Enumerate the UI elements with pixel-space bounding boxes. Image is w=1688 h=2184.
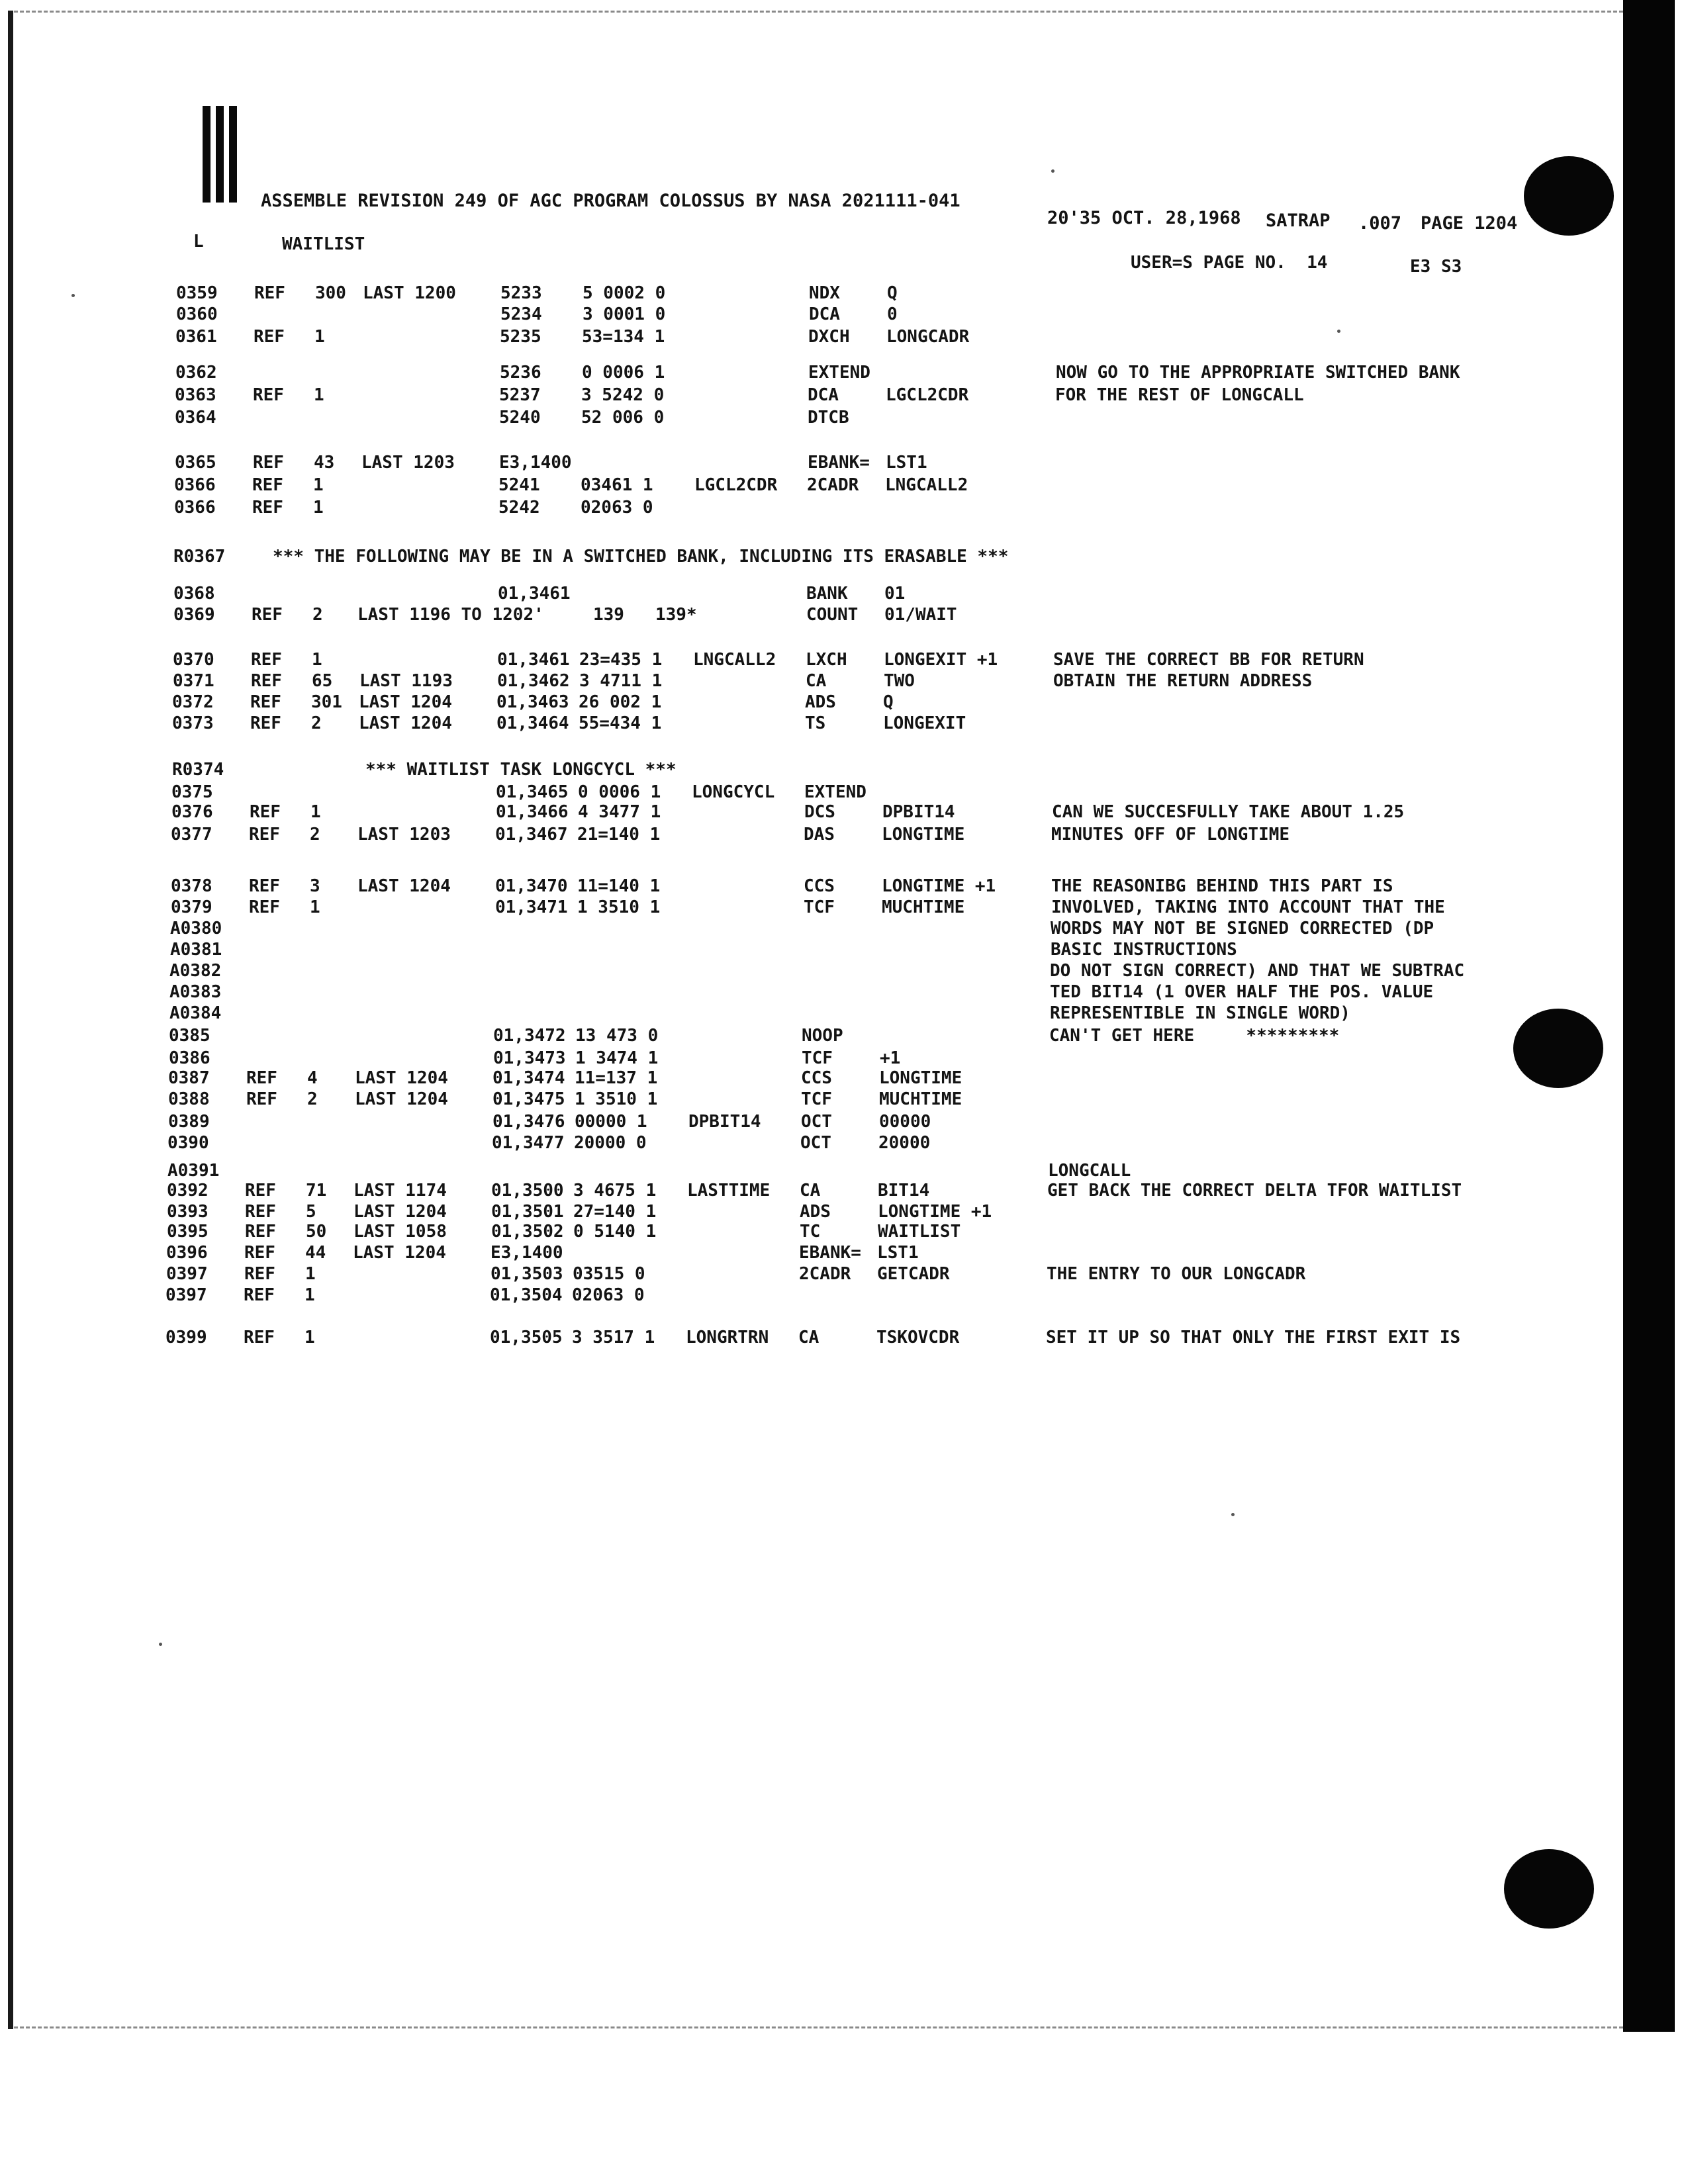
listing-comment: CAN'T GET HERE ********* — [1049, 1026, 1340, 1046]
listing-line: 0379 — [171, 897, 212, 917]
listing-code: 00000 1 — [575, 1112, 647, 1132]
listing-operand: LNGCALL2 — [885, 475, 968, 495]
listing-comment: FOR THE REST OF LONGCALL — [1055, 385, 1304, 405]
listing-code: 3 3517 1 — [572, 1328, 655, 1347]
listing-line: 0368 — [173, 584, 215, 604]
listing-line: 0375 — [171, 782, 213, 802]
page-marker-bars — [203, 106, 238, 203]
listing-addr: 5233 — [500, 283, 542, 303]
listing-refcount: 1 — [305, 1264, 316, 1284]
listing-operand: 20000 — [878, 1133, 931, 1153]
scan-speck — [159, 1643, 162, 1646]
section-title: WAITLIST — [282, 234, 365, 254]
header-program: SATRAP — [1266, 210, 1331, 231]
listing-line: 0366 — [174, 498, 216, 518]
listing-line: A0380 — [170, 919, 222, 938]
listing-line: 0376 — [171, 802, 213, 822]
listing-refcount: 1 — [305, 1285, 315, 1305]
listing-operand: 01 — [884, 584, 906, 604]
listing-op: TS — [805, 713, 826, 733]
listing-op: BANK — [806, 584, 848, 604]
listing-addr: 139 — [593, 605, 624, 625]
listing-op: OCT — [801, 1112, 832, 1132]
listing-last: LAST 1204 — [355, 1068, 448, 1088]
listing-line: A0382 — [169, 961, 222, 981]
listing-refcount: 2 — [310, 825, 320, 844]
listing-operand: +1 — [880, 1048, 901, 1068]
listing-line: 0365 — [175, 453, 216, 473]
listing-operand: Q — [883, 692, 894, 712]
listing-operand: TSKOVCDR — [876, 1328, 960, 1347]
listing-operand: DPBIT14 — [882, 802, 955, 822]
listing-code: 27=140 1 — [573, 1202, 657, 1222]
listing-addr: 01,3505 — [490, 1328, 563, 1347]
listing-comment: SET IT UP SO THAT ONLY THE FIRST EXIT IS — [1046, 1328, 1461, 1347]
listing-addr: 01,3467 — [495, 825, 568, 844]
listing-op: DTCB — [808, 408, 849, 428]
bank-tag: E3 S3 — [1410, 257, 1462, 277]
listing-ref: REF — [249, 825, 280, 844]
listing-line: 0372 — [172, 692, 214, 712]
listing-comment: NOW GO TO THE APPROPRIATE SWITCHED BANK — [1056, 363, 1460, 383]
listing-op: TCF — [804, 897, 835, 917]
listing-operand: LONGTIME — [882, 825, 965, 844]
listing-code: 26 002 1 — [579, 692, 662, 712]
listing-line: R0367 — [173, 547, 226, 567]
listing-line: 0399 — [165, 1328, 207, 1347]
listing-last: LAST 1174 — [353, 1181, 447, 1201]
listing-operand: 01/WAIT — [884, 605, 957, 625]
listing-code: 3 4711 1 — [579, 671, 663, 691]
header-timestamp: 20'35 OCT. 28,1968 — [1047, 208, 1241, 228]
listing-op: NDX — [809, 283, 840, 303]
listing-line: A0391 — [167, 1161, 220, 1181]
listing-code: 3 0001 0 — [583, 304, 666, 324]
listing-code: 1 3474 1 — [575, 1048, 659, 1068]
listing-op: 2CADR — [807, 475, 859, 495]
listing-refcount: 2 — [311, 713, 322, 733]
listing-comment: *** WAITLIST TASK LONGCYCL *** — [365, 760, 677, 780]
punch-hole-top — [1524, 156, 1614, 236]
listing-comment: OBTAIN THE RETURN ADDRESS — [1053, 671, 1313, 691]
listing-operand: 0 — [887, 304, 898, 324]
listing-code: 3 5242 0 — [581, 385, 665, 405]
listing-code: 11=137 1 — [575, 1068, 658, 1088]
listing-code: 55=434 1 — [579, 713, 662, 733]
listing-last: LAST 1203 — [357, 825, 451, 844]
listing-comment: TED BIT14 (1 OVER HALF THE POS. VALUE — [1050, 982, 1434, 1002]
listing-addr: 5236 — [500, 363, 541, 383]
listing-op: TCF — [801, 1089, 832, 1109]
scan-speck — [1051, 169, 1055, 173]
listing-code: 21=140 1 — [577, 825, 661, 844]
listing-addr: 01,3461 — [497, 650, 570, 670]
listing-comment: THE REASONIBG BEHIND THIS PART IS — [1051, 876, 1393, 896]
listing-last: LAST 1193 — [359, 671, 453, 691]
listing-code: 0 0006 1 — [578, 782, 661, 802]
listing-ref: REF — [244, 1328, 275, 1347]
listing-op: EXTEND — [808, 363, 870, 383]
listing-line: 0370 — [173, 650, 214, 670]
listing-op: COUNT — [806, 605, 859, 625]
listing-line: A0383 — [169, 982, 222, 1002]
listing-refcount: 43 — [314, 453, 335, 473]
listing-label: LASTTIME — [687, 1181, 771, 1201]
listing-ref: REF — [253, 453, 284, 473]
listing-operand: WAITLIST — [878, 1222, 961, 1242]
listing-addr: 01,3466 — [496, 802, 569, 822]
listing-ref: REF — [244, 1264, 275, 1284]
listing-operand: LST1 — [886, 453, 927, 473]
listing-addr: 5242 — [498, 498, 540, 518]
listing-line: 0366 — [174, 475, 216, 495]
listing-op: EBANK= — [808, 453, 870, 473]
listing-refcount: 1 — [310, 897, 320, 917]
page-edge-left — [8, 11, 13, 2029]
listing-addr: 01,3501 — [491, 1202, 564, 1222]
listing-line: 0363 — [175, 385, 216, 405]
listing-addr: 01,3503 — [491, 1264, 563, 1284]
listing-line: 0378 — [171, 876, 212, 896]
listing-op: CA — [806, 671, 827, 691]
listing-comment: CAN WE SUCCESFULLY TAKE ABOUT 1.25 — [1052, 802, 1405, 822]
listing-op: 2CADR — [799, 1264, 851, 1284]
log-code: L — [193, 232, 204, 251]
listing-last: LAST 1204 — [359, 692, 452, 712]
listing-line: 0388 — [168, 1089, 210, 1109]
listing-line: R0374 — [172, 760, 224, 780]
listing-line: A0384 — [169, 1003, 222, 1023]
listing-code: 11=140 1 — [577, 876, 661, 896]
listing-last: LAST 1204 — [355, 1089, 448, 1109]
punch-hole-bottom — [1504, 1849, 1594, 1929]
listing-ref: REF — [250, 802, 281, 822]
listing-addr: 01,3476 — [492, 1112, 565, 1132]
listing-ref: REF — [254, 327, 285, 347]
listing-refcount: 301 — [311, 692, 342, 712]
listing-comment: GET BACK THE CORRECT DELTA TFOR WAITLIST — [1047, 1181, 1462, 1201]
listing-line: 0361 — [175, 327, 217, 347]
listing-comment: MINUTES OFF OF LONGTIME — [1051, 825, 1290, 844]
listing-code: 5 0002 0 — [583, 283, 666, 303]
listing-code: 139* — [655, 605, 697, 625]
listing-refcount: 1 — [312, 650, 322, 670]
listing-ref: REF — [246, 1089, 277, 1109]
listing-addr: 01,3464 — [496, 713, 569, 733]
listing-addr: 01,3463 — [496, 692, 569, 712]
listing-comment: *** THE FOLLOWING MAY BE IN A SWITCHED BANK, INCLUDING ITS ERASABLE *** — [273, 547, 1009, 567]
listing-line: 0360 — [176, 304, 218, 324]
listing-operand: LONGTIME — [879, 1068, 962, 1088]
listing-code: 1 3510 1 — [575, 1089, 658, 1109]
listing-ref: REF — [249, 876, 280, 896]
listing-last: LAST 1204 — [359, 713, 452, 733]
listing-refcount: 1 — [314, 327, 325, 347]
listing-op: DCA — [809, 304, 840, 324]
listing-code: 0 0006 1 — [582, 363, 665, 383]
listing-ref: REF — [253, 385, 284, 405]
listing-comment: INVOLVED, TAKING INTO ACCOUNT THAT THE — [1051, 897, 1445, 917]
listing-refcount: 1 — [313, 475, 324, 495]
listing-code: 03515 0 — [573, 1264, 645, 1284]
listing-op: ADS — [805, 692, 836, 712]
listing-label: DPBIT14 — [688, 1112, 761, 1132]
listing-op: DCA — [808, 385, 839, 405]
listing-last: LAST 1204 — [357, 876, 451, 896]
listing-ref: REF — [252, 475, 283, 495]
page-edge-bottom — [8, 2026, 1623, 2028]
listing-addr: 5237 — [499, 385, 541, 405]
listing-ref: REF — [249, 897, 280, 917]
listing-code: 52 006 0 — [581, 408, 665, 428]
listing-operand: Q — [887, 283, 898, 303]
listing-line: 0397 — [166, 1264, 208, 1284]
listing-line: 0359 — [176, 283, 218, 303]
listing-refcount: 3 — [310, 876, 320, 896]
listing-comment: REPRESENTIBLE IN SINGLE WORD) — [1050, 1003, 1350, 1023]
listing-ref: REF — [245, 1181, 276, 1201]
listing-addr: 01,3473 — [493, 1048, 566, 1068]
listing-addr: E3,1400 — [491, 1243, 563, 1263]
listing-operand: LONGEXIT +1 — [884, 650, 998, 670]
listing-op: TCF — [802, 1048, 833, 1068]
listing-line: A0381 — [170, 940, 222, 960]
listing-code: 02063 0 — [572, 1285, 645, 1305]
listing-op: TC — [800, 1222, 821, 1242]
listing-op: DXCH — [808, 327, 850, 347]
listing-ref: REF — [244, 1285, 275, 1305]
scan-speck — [1337, 330, 1340, 333]
scan-speck — [1231, 1513, 1235, 1516]
listing-op: NOOP — [802, 1026, 843, 1046]
listing-label: LONGCYCL — [692, 782, 775, 802]
listing-refcount: 2 — [312, 605, 323, 625]
listing-refcount: 2 — [307, 1089, 318, 1109]
listing-comment: THE ENTRY TO OUR LONGCADR — [1047, 1264, 1306, 1284]
listing-operand: MUCHTIME — [879, 1089, 962, 1109]
listing-code: 53=134 1 — [582, 327, 665, 347]
listing-ref: REF — [250, 713, 281, 733]
listing-line: 0362 — [175, 363, 217, 383]
listing-operand: GETCADR — [877, 1264, 950, 1284]
listing-operand: LONGTIME +1 — [878, 1202, 992, 1222]
listing-addr: 5240 — [499, 408, 541, 428]
listing-ref: REF — [252, 498, 283, 518]
listing-code: 23=435 1 — [579, 650, 663, 670]
listing-addr: 01,3477 — [492, 1133, 565, 1153]
listing-line: 0392 — [167, 1181, 209, 1201]
listing-operand: TWO — [884, 671, 915, 691]
listing-addr: 01,3465 — [496, 782, 569, 802]
listing-line: 0371 — [173, 671, 214, 691]
listing-comment: BASIC INSTRUCTIONS — [1051, 940, 1237, 960]
listing-line: 0387 — [168, 1068, 210, 1088]
listing-label: LNGCALL2 — [693, 650, 776, 670]
listing-ref: REF — [250, 692, 281, 712]
listing-code: 3 4675 1 — [573, 1181, 657, 1201]
listing-comment: DO NOT SIGN CORRECT) AND THAT WE SUBTRAC — [1050, 961, 1465, 981]
listing-ref: REF — [245, 1222, 276, 1242]
listing-line: 0369 — [173, 605, 215, 625]
listing-comment: LONGCALL — [1048, 1161, 1131, 1181]
scan-speck — [71, 294, 75, 297]
listing-addr: 01,3474 — [492, 1068, 565, 1088]
listing-comment: WORDS MAY NOT BE SIGNED CORRECTED (DP — [1051, 919, 1434, 938]
listing-refcount: 65 — [312, 671, 333, 691]
listing-op: CCS — [801, 1068, 832, 1088]
listing-operand: MUCHTIME — [882, 897, 965, 917]
listing-ref: REF — [252, 605, 283, 625]
listing-line: 0395 — [167, 1222, 209, 1242]
listing-code: 20000 0 — [574, 1133, 647, 1153]
listing-operand: LST1 — [877, 1243, 919, 1263]
listing-op: ADS — [800, 1202, 831, 1222]
listing-addr: E3,1400 — [499, 453, 572, 473]
listing-refcount: 1 — [310, 802, 321, 822]
listing-op: OCT — [800, 1133, 831, 1153]
listing-op: CA — [800, 1181, 821, 1201]
listing-last: LAST 1204 — [353, 1202, 447, 1222]
listing-refcount: 1 — [313, 498, 324, 518]
listing-line: 0397 — [165, 1285, 207, 1305]
listing-operand: LGCL2CDR — [886, 385, 969, 405]
listing-operand: 00000 — [879, 1112, 931, 1132]
punch-hole-middle — [1513, 1009, 1603, 1088]
listing-addr: 01,3462 — [497, 671, 570, 691]
listing-addr: 01,3500 — [491, 1181, 564, 1201]
assembly-header: ASSEMBLE REVISION 249 OF AGC PROGRAM COLOSSUS BY NASA 2021111-041 — [261, 191, 961, 211]
listing-refcount: 1 — [314, 385, 324, 405]
listing-addr: 5235 — [500, 327, 541, 347]
listing-refcount: 4 — [307, 1068, 318, 1088]
listing-last: LAST 1204 — [353, 1243, 446, 1263]
listing-ref: REF — [246, 1068, 277, 1088]
header-version: .007 — [1358, 213, 1402, 234]
listing-addr: 5241 — [498, 475, 540, 495]
listing-ref: REF — [245, 1202, 276, 1222]
listing-refcount: 1 — [305, 1328, 315, 1347]
listing-code: 4 3477 1 — [578, 802, 661, 822]
listing-line: 0389 — [168, 1112, 210, 1132]
listing-op: EXTEND — [804, 782, 867, 802]
header-page-number: PAGE 1204 — [1421, 213, 1518, 234]
listing-operand: LONGTIME +1 — [882, 876, 996, 896]
listing-label: LONGRTRN — [686, 1328, 769, 1347]
listing-code: 03461 1 — [581, 475, 653, 495]
listing-refcount: 71 — [306, 1181, 327, 1201]
listing-addr: 01,3502 — [491, 1222, 564, 1242]
listing-code: 0 5140 1 — [573, 1222, 657, 1242]
listing-last: LAST 1058 — [353, 1222, 447, 1242]
listing-refcount: 50 — [306, 1222, 327, 1242]
listing-addr: 01,3475 — [492, 1089, 565, 1109]
listing-ref: REF — [254, 283, 285, 303]
page-edge-top — [8, 11, 1623, 13]
listing-ref: REF — [251, 671, 282, 691]
listing-op: DCS — [804, 802, 835, 822]
listing-code: 13 473 0 — [575, 1026, 659, 1046]
listing-line: 0373 — [172, 713, 214, 733]
listing-addr: 01,3461 — [498, 584, 571, 604]
listing-operand: LONGEXIT — [883, 713, 966, 733]
listing-op: CCS — [804, 876, 835, 896]
listing-addr: 5234 — [500, 304, 542, 324]
listing-op: LXCH — [806, 650, 847, 670]
listing-refcount: 300 — [315, 283, 346, 303]
user-page-number: USER=S PAGE NO. 14 — [1131, 253, 1328, 273]
listing-refcount: 5 — [306, 1202, 316, 1222]
listing-line: 0364 — [175, 408, 216, 428]
listing-last: LAST 1196 TO 1202' — [357, 605, 544, 625]
listing-addr: 01,3504 — [490, 1285, 563, 1305]
listing-code: 1 3510 1 — [577, 897, 661, 917]
listing-op: EBANK= — [799, 1243, 861, 1263]
page-edge-right — [1623, 0, 1675, 2032]
listing-op: DAS — [804, 825, 835, 844]
listing-line: 0396 — [166, 1243, 208, 1263]
listing-line: 0386 — [169, 1048, 211, 1068]
listing-line: 0377 — [171, 825, 212, 844]
listing-line: 0390 — [167, 1133, 209, 1153]
listing-line: 0393 — [167, 1202, 209, 1222]
listing-refcount: 44 — [305, 1243, 326, 1263]
listing-ref: REF — [244, 1243, 275, 1263]
listing-operand: LONGCADR — [886, 327, 970, 347]
listing-code: 02063 0 — [581, 498, 653, 518]
listing-operand: BIT14 — [878, 1181, 930, 1201]
listing-last: LAST 1203 — [361, 453, 455, 473]
listing-op: CA — [798, 1328, 820, 1347]
listing-comment: SAVE THE CORRECT BB FOR RETURN — [1053, 650, 1364, 670]
listing-label: LGCL2CDR — [694, 475, 778, 495]
listing-addr: 01,3472 — [493, 1026, 566, 1046]
listing-addr: 01,3470 — [495, 876, 568, 896]
listing-last: LAST 1200 — [363, 283, 456, 303]
listing-line: 0385 — [169, 1026, 211, 1046]
listing-addr: 01,3471 — [495, 897, 568, 917]
listing-ref: REF — [251, 650, 282, 670]
